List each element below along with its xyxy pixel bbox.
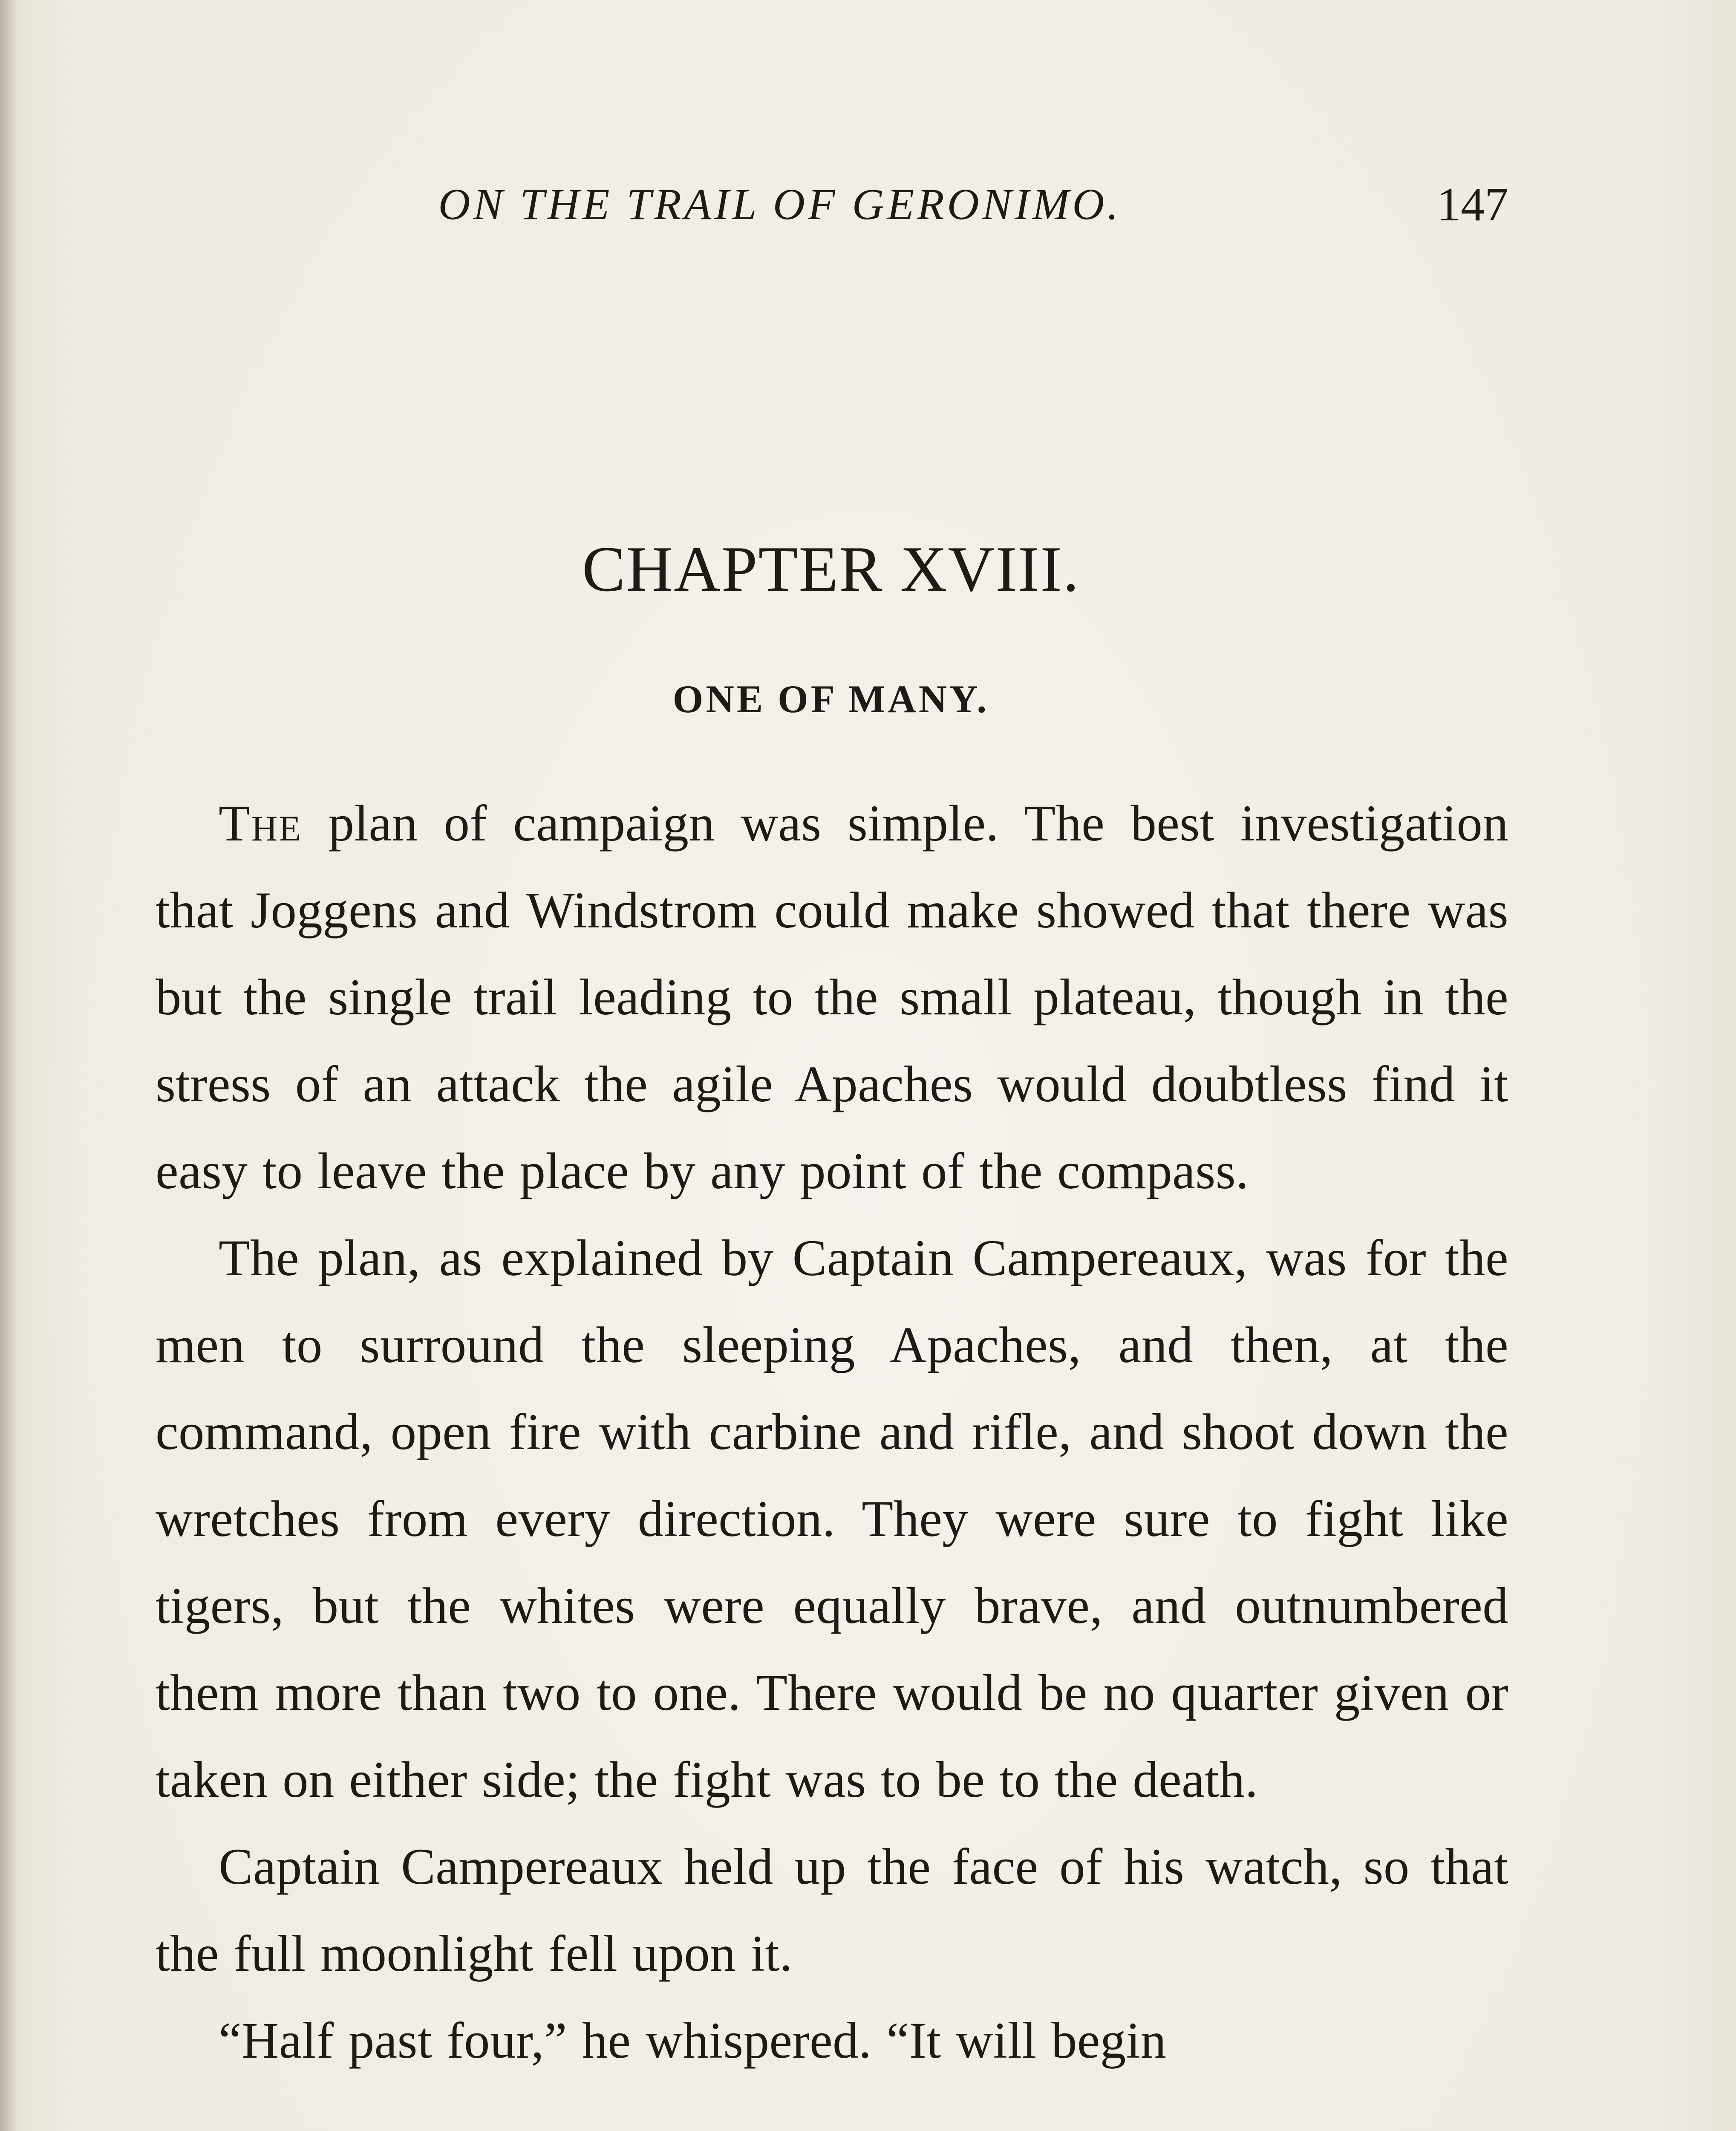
paragraph-text: The plan, as explained by Captain Campereaux, was for the men to surround the sleeping Apaches, and then, at the command, open fire with carbine and rifle, and shoot down the wretches from every direction. They were sure to fight like tigers, but the whites were equally brave, and outnumbered them more than two to one. There would be no quarter given or taken on either side; the fight was to be to the death.	[156, 1230, 1508, 1808]
chapter-subtitle: ONE OF MANY.	[672, 677, 989, 721]
paragraph-3	[156, 1823, 1508, 1997]
page-header	[153, 175, 1508, 234]
paragraph-text: Captain Campereaux held up the face of his watch, so that the full moonlight fell upon it.	[156, 1838, 1508, 1982]
running-title: ON THE TRAIL OF GERONIMO.	[438, 180, 1122, 229]
paragraph-4	[156, 1997, 1508, 2084]
gutter-shadow	[0, 0, 17, 2131]
body-text	[156, 780, 1508, 2084]
paragraph-text: “Half past four,” he whispered. “It will begin	[219, 2012, 1167, 2069]
paragraph-1	[156, 780, 1508, 1215]
paragraph-text: plan of campaign was simple. The best investigation that Joggens and Windstrom could make showed that there was but the single trail leading to the small plateau, though in the stress of an attack the agile Apaches would doubtless find it easy to leave the place by any point of the compass.	[156, 795, 1508, 1200]
chapter-title: CHAPTER XVIII.	[582, 533, 1080, 605]
paragraph-2	[156, 1215, 1508, 1823]
page-number: 147	[1437, 178, 1508, 231]
paragraph-lead-word: The	[219, 795, 303, 852]
